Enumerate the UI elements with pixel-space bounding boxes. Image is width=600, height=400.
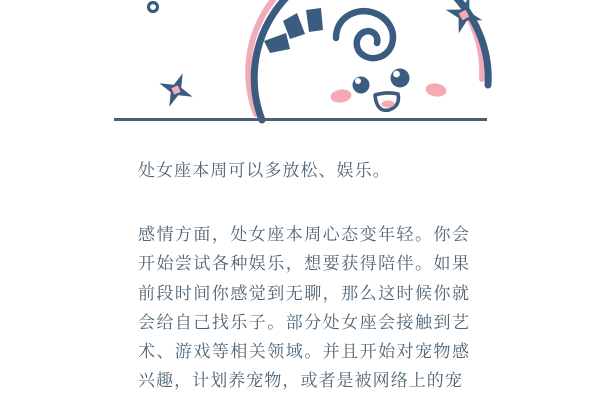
baby-face-illustration: [248, 0, 492, 126]
ring-dot-icon: [149, 3, 158, 12]
left-eye-highlight: [355, 78, 361, 84]
ray-1: [264, 33, 290, 53]
intro-text: 处女座本周可以多放松、娱乐。: [138, 161, 391, 180]
ray-3: [306, 8, 323, 32]
left-eye-icon: [353, 77, 370, 94]
hero-illustration: [0, 0, 600, 126]
right-eye-icon: [391, 69, 410, 88]
sparkle-left-icon: [153, 67, 200, 114]
body-text: 感情方面，处女座本周心态变年轻。你会开始尝试各种娱乐，想要获得陪伴。如果前段时间你感觉到无聊，那么这时候你就会给自己找乐子。部分处女座会接触到艺术、游戏等相关领域。并且开始对宠物感兴趣，计划养宠物，或者是被网络上的宠: [138, 225, 470, 391]
right-eye-highlight: [393, 71, 400, 78]
hero-illustration-svg: [0, 0, 600, 126]
tongue-icon: [382, 100, 395, 107]
